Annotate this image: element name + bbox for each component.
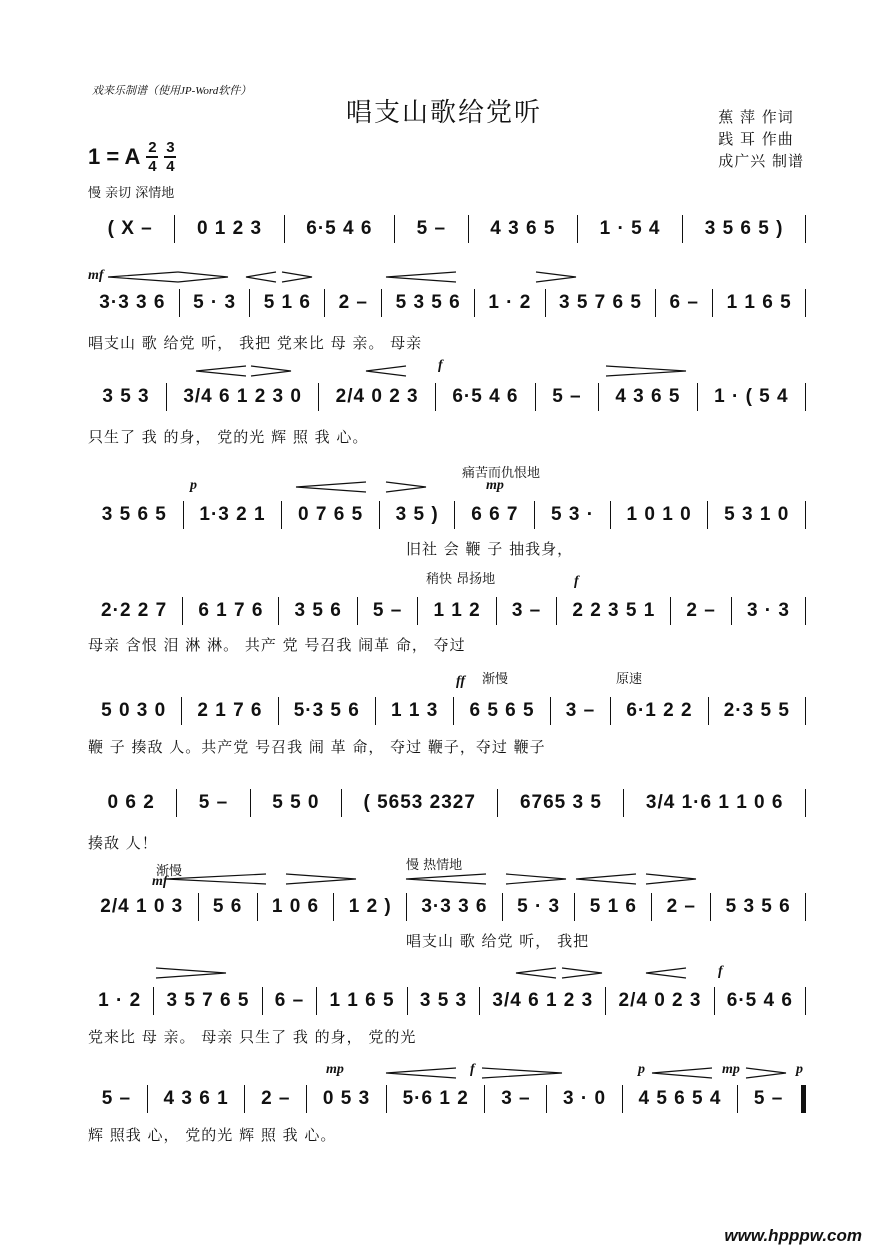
crescendo-hairpin: [296, 482, 366, 492]
key-label: 1 = A: [88, 144, 141, 169]
dynamic-mark: f: [718, 964, 723, 979]
dynamic-mark: p: [638, 1062, 645, 1077]
measure: 5 3 5 6: [395, 292, 461, 313]
measure: 5 –: [416, 218, 447, 239]
notes-row: [86, 984, 806, 1018]
measure: 2 2 3 5 1: [572, 600, 656, 621]
decrescendo-hairpin: [282, 272, 312, 282]
measure: 3·3 3 6: [99, 292, 166, 313]
measure: 6 –: [669, 292, 699, 313]
measure: 2·3 5 5: [723, 700, 790, 721]
measure: 3/4 6 1 2 3 0: [183, 386, 302, 407]
barline: [805, 789, 806, 817]
crescendo-hairpin: [166, 874, 266, 884]
measure: 1 · ( 5 4: [714, 386, 789, 407]
measure: 6 6 7: [471, 504, 519, 525]
measure: 2 –: [666, 896, 696, 917]
measure: 4 3 6 1: [163, 1088, 229, 1109]
notes-row: [86, 212, 806, 246]
notes-row: [86, 594, 806, 628]
measure: 3 –: [511, 600, 542, 621]
dynamic-mark: ff: [456, 674, 466, 689]
dynamic-mark: mp: [722, 1062, 740, 1077]
measure: 0 5 3: [322, 1088, 371, 1109]
barline: [805, 383, 806, 411]
measure: 0 1 2 3: [196, 218, 263, 239]
dynamic-mark: p: [796, 1062, 803, 1077]
expression-mark: 慢 热情地: [406, 858, 463, 873]
measure: 2 –: [686, 600, 716, 621]
key-signature: [88, 140, 176, 174]
barline: [805, 289, 806, 317]
barline: [805, 501, 806, 529]
measure: 6·5 4 6: [306, 218, 373, 239]
barline: [801, 1085, 806, 1113]
measure: 5 –: [552, 386, 582, 407]
barline: [805, 697, 806, 725]
measure: 3/4 6 1 2 3: [492, 990, 594, 1011]
song-title: 唱支山歌给党听: [345, 98, 542, 128]
decrescendo-hairpin: [482, 1068, 562, 1078]
measure: 5 3 1 0: [724, 504, 790, 525]
measure: 1 2 ): [348, 896, 392, 917]
measure: 3 5 6 5 ): [704, 218, 784, 239]
crescendo-hairpin: [386, 1068, 456, 1078]
measure: 4 3 6 5: [490, 218, 556, 239]
notes-row: [86, 286, 806, 320]
score-system-3: [86, 358, 806, 490]
measure: 5·3 5 6: [293, 700, 360, 721]
measure: 5 6: [212, 896, 243, 917]
lyrics-line: 只生了 我 的身， 党的光 辉 照 我 心。: [88, 428, 369, 446]
measure: 4 5 6 5 4: [638, 1088, 722, 1109]
decrescendo-hairpin: [536, 272, 576, 282]
measure: 5 0 3 0: [101, 700, 167, 721]
measure: 5 3 5 6: [725, 896, 791, 917]
lyrics-line: 旧社 会 鞭 子 抽我身，: [406, 540, 574, 558]
measure: 6 5 6 5: [469, 700, 535, 721]
crescendo-hairpin: [386, 272, 456, 282]
dynamic-mark: f: [470, 1062, 475, 1077]
lyrics-line: 鞭 子 揍敌 人。共产党 号召我 闹 革 命， 夺过 鞭子，夺过 鞭子: [88, 738, 546, 756]
measure: 3 5 3: [419, 990, 468, 1011]
measure: ( 5653 2327: [363, 792, 476, 813]
barline: [805, 215, 806, 243]
crescendo-hairpin: [516, 968, 556, 978]
expression-mark: 稍快 昂扬地: [426, 572, 496, 587]
measure: 3 5 7 6 5: [166, 990, 250, 1011]
lyrics-line: 辉 照我 心， 党的光 辉 照 我 心。: [88, 1126, 337, 1144]
measure: 2/4 0 2 3: [618, 990, 702, 1011]
measure: 2 –: [261, 1088, 291, 1109]
barline: [805, 893, 806, 921]
dynamic-mark: mp: [326, 1062, 344, 1077]
decrescendo-hairpin: [251, 366, 291, 376]
expression-mark: 渐慢: [156, 864, 183, 879]
measure: 6 –: [274, 990, 305, 1011]
expression-mark: 痛苦而仇恨地: [462, 466, 541, 481]
measure: 5·6 1 2: [402, 1088, 469, 1109]
measure: 1 1 6 5: [329, 990, 395, 1011]
crescendo-hairpin: [246, 272, 276, 282]
measure: 1 1 2: [433, 600, 481, 621]
crescendo-hairpin: [366, 366, 406, 376]
measure: 3 · 3: [746, 600, 790, 621]
dynamic-mark: mf: [88, 268, 104, 283]
notes-row: [86, 380, 806, 414]
measure: 5 –: [753, 1088, 784, 1109]
measure: 0 7 6 5: [298, 504, 364, 525]
dynamic-mark: mp: [486, 478, 504, 493]
measure: 5 5 0: [272, 792, 320, 813]
measure: 5 1 6: [263, 292, 311, 313]
crescendo-hairpin: [646, 968, 686, 978]
measure: 6 1 7 6: [198, 600, 264, 621]
measure: 3 5 6: [294, 600, 342, 621]
decrescendo-hairpin: [506, 874, 566, 884]
measure: 5 –: [372, 600, 403, 621]
decrescendo-hairpin: [178, 272, 228, 282]
dynamic-mark: f: [574, 574, 579, 589]
measure: 6·1 2 2: [626, 700, 693, 721]
measure: 3 · 0: [563, 1088, 607, 1109]
notes-row: [86, 890, 806, 924]
score-system-10: [86, 1062, 806, 1192]
decrescendo-hairpin: [386, 482, 426, 492]
measure: 3 5 7 6 5: [558, 292, 642, 313]
dynamic-mark: f: [438, 358, 443, 373]
measure: 3/4 1·6 1 1 0 6: [645, 792, 784, 813]
measure: 3 –: [565, 700, 596, 721]
notes-row: [86, 498, 806, 532]
lyrics-line: 唱支山 歌 给党 听， 我把 党来比 母 亲。 母亲: [88, 334, 423, 352]
software-note: 戏来乐制谱（使用JP-Word软件）: [92, 85, 252, 97]
watermark: www.hpppw.com: [724, 1226, 862, 1245]
composer-credit: 践 耳 作曲: [718, 130, 794, 148]
measure: 2/4 1 0 3: [100, 896, 184, 917]
credits: [718, 106, 804, 172]
time-signature-2-4: $\frac{2}{4}$: [148, 139, 157, 175]
measure: ( X –: [107, 218, 153, 239]
decrescendo-hairpin: [606, 366, 686, 376]
measure: 4 3 6 5: [615, 386, 681, 407]
measure: 5 –: [198, 792, 229, 813]
decrescendo-hairpin: [646, 874, 696, 884]
dynamic-mark: p: [190, 478, 197, 493]
lyrics-line: 党来比 母 亲。 母亲 只生了 我 的身， 党的光: [88, 1028, 417, 1046]
crescendo-hairpin: [652, 1068, 712, 1078]
notes-row: [86, 694, 806, 728]
decrescendo-hairpin: [562, 968, 602, 978]
measure: 3 5 6 5: [101, 504, 167, 525]
dynamic-mark: mf: [152, 874, 168, 889]
measure: 6·5 4 6: [726, 990, 793, 1011]
measure: 1 1 6 5: [726, 292, 792, 313]
barline: [805, 597, 806, 625]
crescendo-hairpin: [576, 874, 636, 884]
measure: 3 5 ): [395, 504, 439, 525]
measure: 5 1 6: [589, 896, 637, 917]
measure: 3·3 3 6: [421, 896, 488, 917]
measure: 1 · 5 4: [599, 218, 661, 239]
measure: 6765 3 5: [519, 792, 602, 813]
lyrics-line: 唱支山 歌 给党 听， 我把: [406, 932, 590, 950]
measure: 5 –: [101, 1088, 132, 1109]
time-signature-3-4: $\frac{3}{4}$: [166, 139, 175, 175]
crescendo-hairpin: [196, 366, 246, 376]
decrescendo-hairpin: [746, 1068, 786, 1078]
measure: 3 –: [501, 1088, 531, 1109]
notes-row: [86, 786, 806, 820]
decrescendo-hairpin: [286, 874, 356, 884]
score-system-4: [86, 466, 806, 608]
measure: 3 5 3: [102, 386, 150, 407]
measure: 5 · 3: [517, 896, 561, 917]
lyrics-line: 母亲 含恨 泪 淋 淋。 共产 党 号召我 闹革 命， 夺过: [88, 636, 466, 654]
measure: 2 1 7 6: [197, 700, 263, 721]
measure: 1 0 6: [271, 896, 320, 917]
measure: 2·2 2 7: [101, 600, 168, 621]
lyrics-line: 揍敌 人！: [88, 834, 158, 852]
decrescendo-hairpin: [156, 968, 226, 978]
measure: 5 3 ·: [551, 504, 595, 525]
notes-row: [86, 1082, 806, 1116]
measure: 1 0 1 0: [626, 504, 692, 525]
barline: [805, 987, 806, 1015]
measure: 0 6 2: [107, 792, 155, 813]
expression-mark: 渐慢: [482, 672, 509, 687]
measure: 1 · 2: [98, 990, 142, 1011]
score-system-5: [86, 572, 806, 704]
crescendo-hairpin: [406, 874, 486, 884]
crescendo-hairpin: [108, 272, 178, 282]
measure: 1·3 2 1: [199, 504, 266, 525]
expression-mark: 原速: [616, 672, 643, 687]
engraver-credit: 成广兴 制谱: [718, 152, 804, 170]
measure: 5 · 3: [193, 292, 237, 313]
lyricist-credit: 蕉 萍 作词: [718, 108, 794, 126]
measure: 6·5 4 6: [452, 386, 519, 407]
tempo-marking: 慢 亲切 深情地: [88, 186, 175, 201]
measure: 1 1 3: [391, 700, 439, 721]
measure: 2/4 0 2 3: [335, 386, 419, 407]
measure: 1 · 2: [488, 292, 532, 313]
measure: 2 –: [338, 292, 368, 313]
